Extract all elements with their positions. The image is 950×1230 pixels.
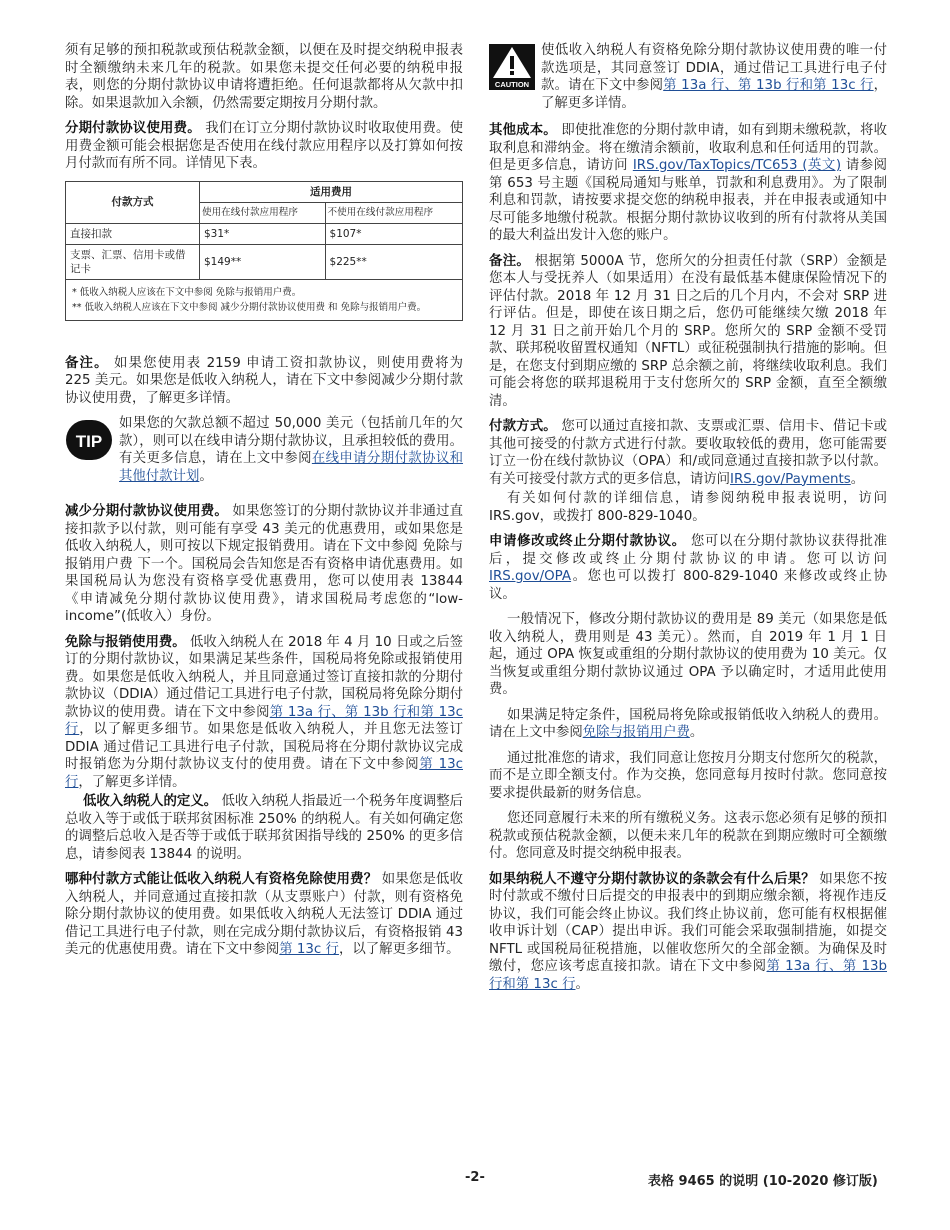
paragraph-note-2159: 备注。 如果您使用表 2159 申请工资扣款协议，则使用费将为 225 美元。如果您是低收入纳税人，请在下文中参阅减少分期付款协议使用费，了解更多详情。 — [65, 355, 463, 406]
paragraph-srp-note: 备注。 根据第 5000A 节，您所欠的分担责任付款（SRP）金额是您本人与受抚养人（如果适用）在没有最低基本健康保险情况下的评估付款。2018 年 12 月 31 日之后的几个月内，不会对 SRP 进行评估。但是，即使在该日期之后，您仍可能继续欠缴 2018 年 12 月 31 日之前开始几个月的 SRP。您所欠的 SRP 金额不受罚款、联邦税收留置权通知（NFTL）或征税强制执行措施的影响。但是，在您支付到期应缴的 SRP 总余额之前，将继续收取利息。我们可能会将您的联邦退税用于支付您所欠的 SRP 金额，直至全额缴清。 — [489, 253, 887, 409]
link-taxtopics[interactable]: IRS.gov/TaxTopics/TC653 (英文) — [632, 158, 842, 173]
paragraph-continuation: 须有足够的预扣税款或预估税款金额，以便在及时提交纳税申报表时全额缴纳未来几年的税款。如果您未提交任何必要的纳税申报表，则您的分期付款协议申请将遭拒绝。任何退款都将从欠款中扣除。如果退款加入余额，仍然需要定期按月分期付款。 — [65, 43, 463, 111]
paragraph-low-income: 低收入纳税人的定义。 低收入纳税人指最近一个税务年度调整后总收入等于或低于联邦贫困标准 250% 的纳税人。有关如何确定您的调整后总收入是否等于或低于联邦贫困指导线的 250% 的更多信息，请参阅表 13844 的说明。 — [65, 794, 464, 862]
table-header-method: 付款方式 — [66, 181, 200, 223]
left-column — [65, 42, 463, 967]
link-waive-fee[interactable]: 免除与报销用户费 — [582, 725, 690, 740]
paragraph-reduce-fee: 减少分期付款协议使用费。 如果您签订的分期付款协议并非通过直接扣款予以付款，则可能有享受 43 美元的优惠费用，或如果您是低收入纳税人，则可按以下规定报销费用。请在下文中参阅 免除与报销用户费 下一个。国税局会告知您是否有资格申请优惠费用。如果国税局认为您没有资格享受优惠费用，您可以使用表 13844 《申请减免分期付款协议使用费》，请求国税局考虑您的“low-income”(低收入）身份。 — [65, 504, 464, 624]
form-title: 表格 9465 的说明 (10-2020 修订版) — [648, 1174, 878, 1189]
paragraph-waive-low-income: 如果满足特定条件，国税局将免除或报销低收入纳税人的费用。请在上文中参阅免除与报销用户费。 — [489, 707, 887, 740]
page-number: -2- — [465, 1170, 485, 1185]
link-opa[interactable]: IRS.gov/OPA — [489, 569, 572, 584]
link-online-installment[interactable]: 在线申请分期付款协议和其他付款计划 — [119, 451, 464, 484]
paragraph-payment-methods: 付款方式。 您可以通过直接扣款、支票或汇票、信用卡、借记卡或其他可接受的付款方式进行付款。要收取较低的费用，您可能需要订立一份在线付款协议（OPA）和/或同意通过直接扣款予以付款。有关可接受付款方式的更多信息，请访问IRS.gov/Payments。 — [489, 419, 888, 487]
paragraph-which-payment: 哪种付款方式能让低收入纳税人有资格免除使用费？ 如果您是低收入纳税人，并同意通过直接扣款（从支票账户）付款，则有资格免除分期付款协议的使用费。如果低收入纳税人无法签订 DDIA 通过借记工具进行电子付款，则在完成分期付款协议后，有资格报销 43 美元的优惠使用费。请在下文中参阅第 13c 行，以了解更多细节。 — [65, 872, 464, 957]
link-lines-13[interactable]: 第 13a 行、第 13b 行和第 13c 行 — [663, 78, 874, 93]
paragraph-noncompliance: 如果纳税人不遵守分期付款协议的条款会有什么后果？ 如果您不按时付款或不缴付日后提交的申报表中的到期应缴余额，将视作违反协议，我们可能会终止协议。我们终止协议前，您可能有权根据催收申诉计划（CAP）提出申诉。我们可能会采取强制措施，如提交 NFTL 或国税局征税措施，以催收您所欠的全部金额。为确保及时缴付，您应该考虑直接扣款。请在下文中参阅第 13a 行、第 13b 行和第 13c 行。 — [489, 871, 888, 992]
table-row: 支票、汇票、信用卡或借记卡 $149** $225** — [66, 244, 463, 279]
table-row: 直接扣款 $31* $107* — [66, 223, 463, 244]
tip-icon — [65, 416, 113, 464]
svg-text:CAUTION: CAUTION — [494, 80, 530, 89]
link-lines-13[interactable]: 第 13a 行、第 13b 行和第 13c 行 — [489, 959, 888, 992]
link-line-13c[interactable]: 第 13c 行 — [65, 757, 463, 790]
svg-text:TIP: TIP — [75, 432, 103, 451]
link-lines-13[interactable]: 第 13a 行、第 13b 行和第 13c 行 — [65, 704, 464, 737]
paragraph-user-fee: 分期付款协议使用费。 我们在订立分期付款协议时收取使用费。使用费金额可能会根据您是否使用在线付款应用程序以及打算如何按月付款而有所不同。详情见下表。 — [65, 121, 464, 171]
fee-table — [65, 181, 463, 321]
paragraph-future-obligations: 您还同意履行未来的所有缴税义务。这表示您必须有足够的预扣税款或预估税款金额，以便未来几年的税款在到期应缴时可全额缴付。您同意及时提交纳税申报表。 — [489, 811, 887, 861]
tip-box: TIP 如果您的欠款总额不超过 50,000 美元（包括前几年的欠款），则可以在线申请分期付款协议，且承担较低的费用。有关更多信息，请在上文中参阅在线申请分期付款协议和其他付款计划。 — [65, 415, 463, 485]
table-footnotes: * 低收入纳税人应该在下文中参阅 免除与报销用户费。 ** 低收入纳税人应该在下文中参阅 减少分期付款协议使用费 和 免除与报销用户费。 — [66, 279, 463, 320]
paragraph-other-costs: 其他成本。 即使批准您的分期付款申请，如有到期未缴税款，将收取利息和滞纳金。将在缴清余额前，收取利息和任何适用的罚款。但是更多信息，请访问 IRS.gov/TaxTopics/TC653 (英文) 请参阅第 653 号主题《国税局通知与账单，罚款和利息费用》。为了限制利息和罚款，请按要求提交您的纳税申报表，并在申报表或通知中尽可能多地缴付税款。根据分期付款协议收到的所有付款将从美国的最大利益出发计入您的账户。 — [489, 123, 888, 243]
heading-user-fee: 分期付款协议使用费。 — [65, 121, 201, 136]
paragraph-modify: 申请修改或终止分期付款协议。 您可以在分期付款协议获得批准后，提交修改或终止分期付款协议的申请。您可以访问IRS.gov/OPA。您也可以拨打 800-829-1040 来修改或终止协议。 — [489, 534, 888, 602]
link-payments[interactable]: IRS.gov/Payments — [730, 471, 851, 487]
table-header-fee: 适用费用 — [200, 181, 463, 202]
paragraph-waive-fee: 免除与报销使用费。 低收入纳税人在 2018 年 4 月 10 日或之后签订的分期付款协议，如果满足某些条件，国税局将免除或报销使用费。如果您是低收入纳税人，并且同意通过签订直接扣款的分期付款协议（DDIA）通过借记工具进行电子付款，国税局将免除分期付款协议的使用费。请在下文中参阅第 13a 行、第 13b 行和第 13c 行，以了解更多细节。如果您是低收入纳税人，并且您无法签订 DDIA 通过借记工具进行电子付款，国税局将在分期付款协议完成时报销您为分期付款协议支付的使用费。请在下文中参阅第 13c 行，了解更多详情。 — [65, 634, 464, 790]
table-header-online: 使用在线付款应用程序 — [200, 202, 326, 223]
right-column — [489, 42, 887, 1001]
paragraph-agreement: 通过批准您的请求，我们同意让您按月分期支付您所欠的税款，而不是立即全额支付。作为交换，您同意每月按时付款。您同意按要求提供最新的财务信息。 — [489, 750, 887, 801]
paragraph-payment-details: 有关如何付款的详细信息，请参阅纳税申报表说明，访问 IRS.gov，或拨打 800-829-1040。 — [489, 491, 887, 524]
link-line-13c[interactable]: 第 13c 行 — [279, 942, 339, 957]
table-header-offline: 不使用在线付款应用程序 — [325, 202, 462, 223]
paragraph-modify-fee: 一般情况下，修改分期付款协议的费用是 89 美元（如果您是低收入纳税人，费用则是 43 美元）。然而，自 2019 年 1 月 1 日起，通过 OPA 恢复或重组的分期付款协议的使用费为 10 美元。仅当恢复或重组分期付款协议通过 OPA 予以确定时，才适用此使用费。 — [489, 612, 887, 697]
caution-icon — [489, 44, 535, 90]
caution-box: CAUTION 使低收入纳税人有资格免除分期付款协议使用费的唯一付款选项是，其同意签订 DDIA，通过借记工具进行电子付款。请在下文中参阅第 13a 行、第 13b 行和第 13c 行，了解更多详情。 — [489, 42, 887, 112]
